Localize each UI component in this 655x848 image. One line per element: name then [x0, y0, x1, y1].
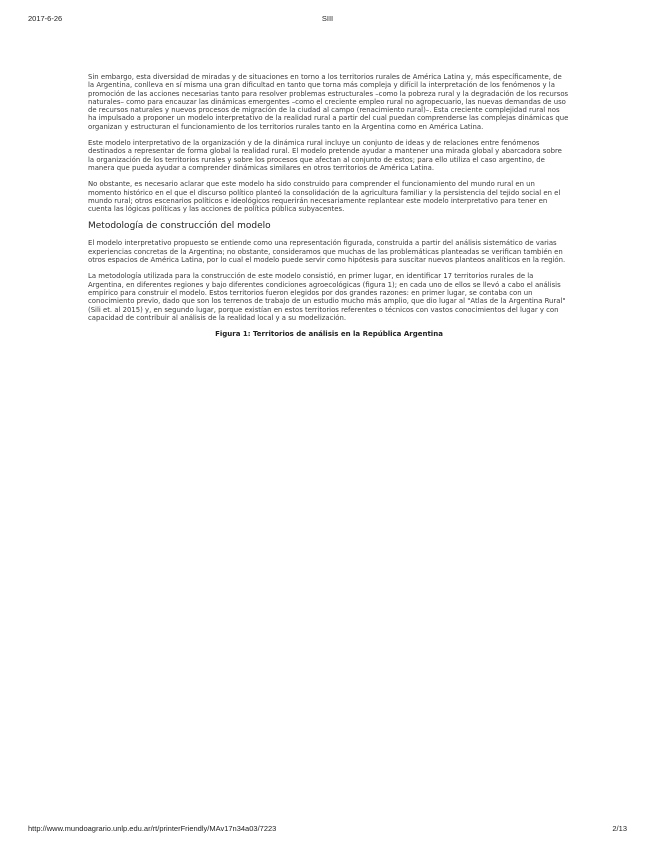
article-body [88, 73, 570, 338]
section-heading: Metodología de construcción del modelo [88, 221, 271, 232]
print-date: 2017-6-26 [28, 14, 63, 23]
print-title: SIII [321, 14, 334, 23]
paragraph-intro-2: Este modelo interpretativo de la organización y de la dinámica rural incluye un conjunto de ideas y de relaciones entre fenómenos destinados a representar de forma global la realidad rural. El modelo pretende ayudar a mantener una mirada global y abarcadora sobre la organización de los territorios rurales y sobre los procesos que afectan al conjunto de estos; para ello utiliza el caso argentino, de manera que pueda ayudar a comprender dinámicas similares en otros territorios de América Latina. [88, 139, 562, 172]
print-footer [0, 824, 655, 836]
page-url[interactable]: http://www.mundoagrario.unlp.edu.ar/rt/printerFriendly/MAv17n34a03/7223 [28, 824, 277, 833]
print-header [0, 14, 655, 26]
page-number: 2/13 [612, 824, 627, 833]
paragraph-method-2: La metodología utilizada para la construcción de este modelo consistió, en primer lugar, en identificar 17 territorios rurales de la Argentina, en diferentes regiones y bajo diferentes condiciones agroecológicas (figura 1); en cada uno de ellos se llevó a cabo el análisis empírico para construir el modelo. Estos territorios fueron elegidos por dos grandes razones: en primer lugar, se contaba con un conocimiento previo, dado que son los terrenos de trabajo de un estudio mucho más amplio, que dio lugar al "Atlas de la Argentina Rural" (Sili et. al 2015) y, en segundo lugar, porque existían en estos territorios referentes o técnicos con vastos conocimientos del lugar y con capacidad de contribuir al análisis de la realidad local y a su modelización. [88, 272, 566, 322]
paragraph-intro-3: No obstante, es necesario aclarar que este modelo ha sido construido para comprender el funcionamiento del mundo rural en un momento histórico en el que el discurso político planteó la consolidación de la agricultura familiar y la persistencia del tejido social en el mundo rural; otros escenarios políticos e ideológicos requerirán necesariamente replantear este modelo interpretativo para tener en cuenta las lógicas políticas y las acciones de política pública subyacentes. [88, 180, 561, 214]
figure-caption: Figura 1: Territorios de análisis en la República Argentina [215, 330, 443, 339]
paragraph-method-1: El modelo interpretativo propuesto se entiende como una representación figurada, construida a partir del análisis sistemático de varias experiencias concretas de la Argentina; no obstante, consideramos que muchas de las problemáticas planteadas se verifican también en otros espacios de América Latina, por lo cual el modelo puede servir como hipótesis para suscitar nuevos planteos analíticos en la región. [88, 239, 566, 265]
paragraph-intro-1: Sin embargo, esta diversidad de miradas y de situaciones en torno a los territorios rurales de América Latina y, más específicamente, de la Argentina, conlleva en sí misma una gran dificultad en tanto que torna más compleja y difícil la interpretación de los fenómenos y la promoción de las acciones necesarias tanto para resolver problemas estructurales –como la pobreza rural y la degradación de los recursos naturales– como para encauzar las dinámicas emergentes –como el creciente empleo rural no agropecuario, las nuevas demandas de uso de recursos naturales y nuevos procesos de migración de la ciudad al campo (renacimiento rural)–. Esta creciente complejidad rural nos ha impulsado a proponer un modelo interpretativo de la realidad rural a partir del cual puedan comprenderse las complejas dinámicas que organizan y estructuran el funcionamiento de los territorios rurales tanto en la Argentina como en América Latina. [88, 73, 569, 131]
